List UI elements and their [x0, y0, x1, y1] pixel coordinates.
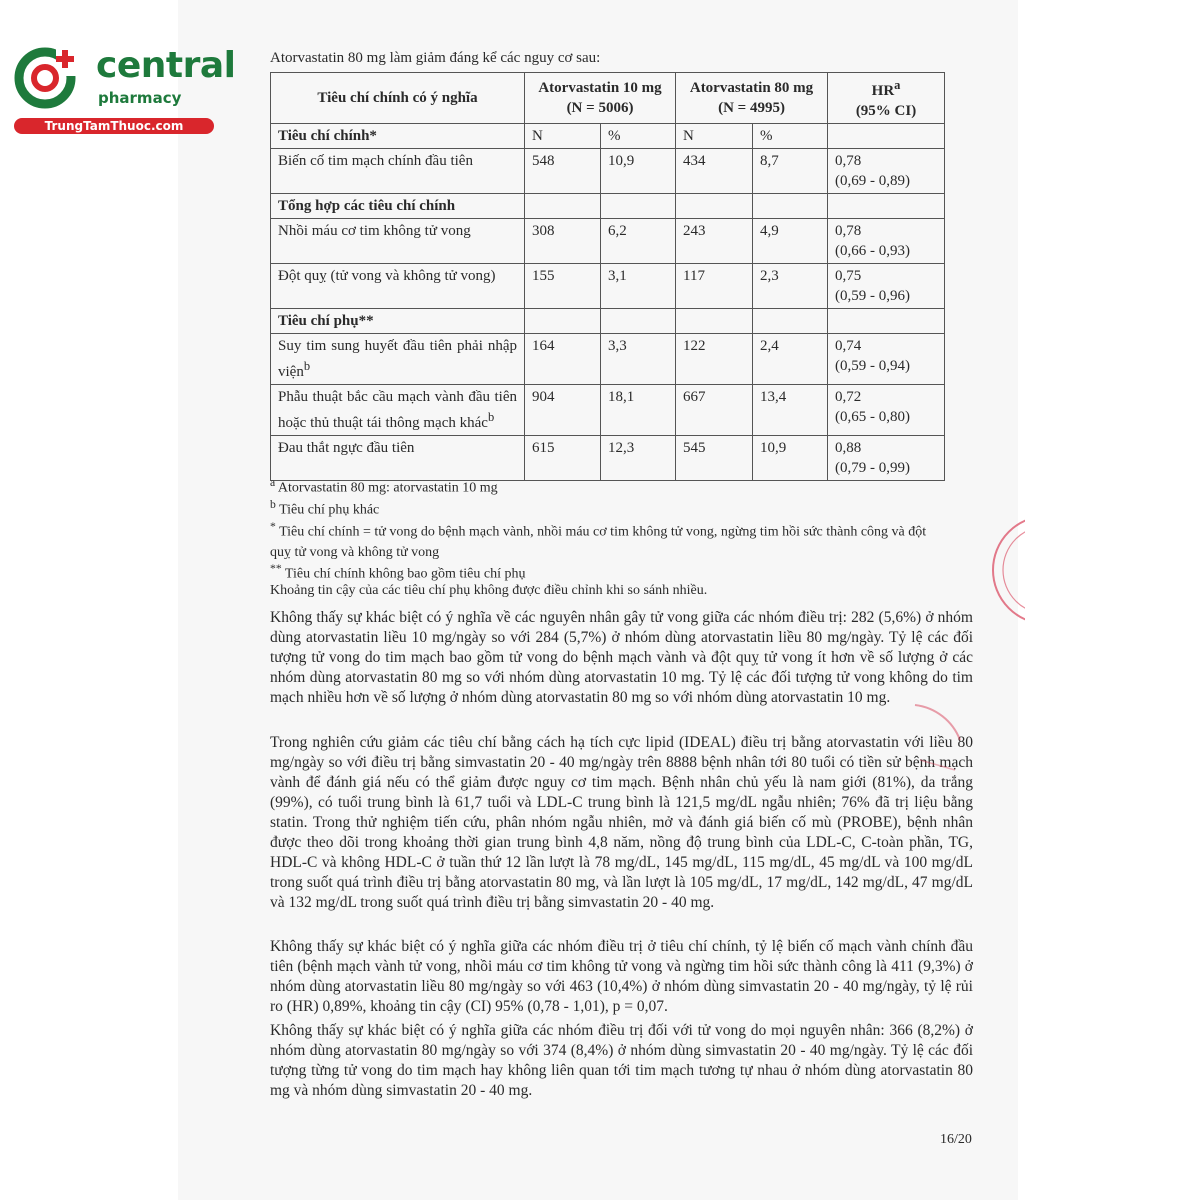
row-n1: 155 [525, 264, 601, 309]
table-section-row [271, 309, 945, 334]
paragraph: Không thấy sự khác biệt có ý nghĩa giữa các nhóm điều trị ở tiêu chí chính, tỷ lệ biến cố mạch vành chính đầu tiên (bệnh mạch vành tử vong, nhồi máu cơ tim không tử vong và ngừng tim hồi sức thành công là 411 (9,3%) ở nhóm dùng atorvastatin liều 80 mg/ngày so với 463 (10,4%) ở nhóm dùng simvastatin 20 - 40 mg/ngày, tỷ lệ rủi ro (HR) 0,89%, khoảng tin cậy (CI) 95% (0,78 - 1,01), p = 0,07. [270, 938, 973, 1015]
table-header-row [271, 73, 945, 124]
footnote-note: Khoảng tin cậy của các tiêu chí phụ không được điều chỉnh khi so sánh nhiều. [270, 583, 708, 598]
page-number: 16/20 [940, 1132, 972, 1147]
header-criteria: Tiêu chí chính có ý nghĩa [271, 73, 525, 124]
partial-stamp-icon [905, 700, 965, 820]
header-group2 [676, 73, 828, 124]
footnote-star-mark: * [270, 520, 276, 533]
row-hr-value: 0,75 [835, 268, 862, 284]
section-label: Tổng hợp các tiêu chí chính [271, 194, 525, 219]
table-section-row [271, 194, 945, 219]
footnote-dstar-text: Tiêu chí chính không bao gồm tiêu chí phụ [284, 566, 526, 582]
table-row [271, 219, 945, 264]
subheader-p2: % [753, 124, 828, 149]
paragraph: Không thấy sự khác biệt có ý nghĩa về các nguyên nhân gây tử vong giữa các nhóm điều trị: 282 (5,6%) ở nhóm dùng atorvastatin liều 10 mg/ngày so với 284 (5,7%) ở nhóm dùng atorvastatin liều 80 mg/ngày. Tỷ lệ các đối tượng tử vong do tim mạch bao gồm tử vong do bệnh mạch vành và đột quỵ tử vong ít hơn về số lượng ở các nhóm dùng atorvastatin 80 mg so với nhóm dùng atorvastatin 10 mg. Tỷ lệ các đối tượng tử vong không do tim mạch nhiều hơn về số lượng ở nhóm dùng atorvastatin 80 mg so với nhóm dùng atorvastatin 10 mg. [270, 609, 973, 706]
row-hr [828, 385, 945, 436]
footnote-dstar-mark: ** [270, 562, 282, 575]
header-group2-n: (N = 4995) [718, 100, 785, 116]
row-label: Đau thắt ngực đầu tiên [271, 436, 525, 481]
company-seal-icon [985, 512, 1025, 628]
pharmacy-logo[interactable] [8, 34, 236, 138]
header-group1-name: Atorvastatin 10 mg [538, 80, 662, 96]
row-n2: 667 [676, 385, 753, 436]
row-ci-value: (0,79 - 0,99) [835, 460, 911, 476]
logo-sub-text: pharmacy [98, 89, 182, 107]
row-hr-value: 0,78 [835, 223, 862, 239]
row-n2: 117 [676, 264, 753, 309]
paragraph: Không thấy sự khác biệt có ý nghĩa giữa các nhóm điều trị đối với tử vong do mọi nguyên nhân: 366 (8,2%) ở nhóm dùng atorvastatin 80 mg/ngày so với 374 (8,4%) ở nhóm dùng simvastatin 20 - 40 mg/ngày. Tỷ lệ các đối tượng từng tử vong do tim mạch hay không liên quan tới tim mạch tương tự nhau ở nhóm dùng atorvastatin 80 mg và nhóm dùng simvastatin 20 - 40 mg. [270, 1022, 973, 1099]
table-intro: Atorvastatin 80 mg làm giảm đáng kể các nguy cơ sau: [270, 50, 601, 66]
row-hr-value: 0,78 [835, 153, 862, 169]
row-n1: 308 [525, 219, 601, 264]
row-p2: 2,3 [753, 264, 828, 309]
row-n2: 434 [676, 149, 753, 194]
header-hr [828, 73, 945, 124]
row-label [271, 334, 525, 385]
row-ci-value: (0,59 - 0,94) [835, 358, 911, 374]
footnote-a-text: Atorvastatin 80 mg: atorvastatin 10 mg [277, 480, 498, 496]
section-label: Tiêu chí phụ** [271, 309, 525, 334]
paragraph: Trong nghiên cứu giảm các tiêu chí bằng cách hạ tích cực lipid (IDEAL) điều trị bằng atorvastatin với liều 80 mg/ngày so với điều trị bằng simvastatin 20 - 40 mg/ngày trên 8888 bệnh nhân tới 80 tuổi có tiền sử bệnh mạch vành để đánh giá nếu có thể giảm được nguy cơ tim mạch. Bệnh nhân chủ yếu là nam giới (81%), da trắng (99%), có tuổi trung bình là 61,7 tuổi và LDL-C trung bình là 121,5 mg/dL ngẫu nhiên; 76% đã trị liệu bằng statin. Trong thử nghiệm tiến cứu, phân nhóm ngẫu nhiên, mở và đánh giá biến cố mù (PROBE), bệnh nhân được theo dõi trong khoảng thời gian trung bình 4,8 năm, nồng độ trung bình của LDL-C, C-toàn phần, TG, HDL-C và không HDL-C ở tuần thứ 12 lần lượt là 78 mg/dL, 145 mg/dL, 115 mg/dL, 45 mg/dL và 100 mg/dL trong suốt quá trình điều trị bằng atorvastatin 80 mg, và lần lượt là 105 mg/dL, 17 mg/dL, 142 mg/dL, 47 mg/dL và 132 mg/dL trong suốt quá trình điều trị bằng simvastatin 20 - 40 mg. [270, 734, 973, 911]
row-n1: 904 [525, 385, 601, 436]
results-table [270, 72, 945, 481]
table-row [271, 334, 945, 385]
row-label-sup: b [303, 359, 311, 373]
row-hr [828, 219, 945, 264]
logo-url-bar: TrungTamThuoc.com [14, 118, 214, 134]
row-label [271, 385, 525, 436]
subheader-p1: % [601, 124, 676, 149]
row-label: Nhồi máu cơ tim không tử vong [271, 219, 525, 264]
row-n2: 545 [676, 436, 753, 481]
row-ci-value: (0,69 - 0,89) [835, 173, 911, 189]
row-p1: 10,9 [601, 149, 676, 194]
row-p2: 4,9 [753, 219, 828, 264]
row-n2: 243 [676, 219, 753, 264]
row-p2: 10,9 [753, 436, 828, 481]
header-hr-sup: a [894, 78, 901, 92]
row-label-sup: b [487, 410, 495, 424]
header-hr-label: HR [871, 83, 895, 99]
row-ci-value: (0,59 - 0,96) [835, 288, 911, 304]
header-hr-ci: (95% CI) [855, 103, 917, 119]
row-n2: 122 [676, 334, 753, 385]
central-pharmacy-emblem-icon [12, 40, 84, 112]
table-row [271, 385, 945, 436]
subheader-hr [828, 124, 945, 149]
row-p1: 3,3 [601, 334, 676, 385]
row-ci-value: (0,65 - 0,80) [835, 409, 911, 425]
row-p1: 3,1 [601, 264, 676, 309]
row-hr-value: 0,88 [835, 440, 862, 456]
footnote-star-text: Tiêu chí chính = tử vong do bệnh mạch vành, nhồi máu cơ tim không tử vong, ngừng tim hồi sức thành công và đột quỵ tử vong và không tử vong [270, 524, 927, 560]
row-p2: 8,7 [753, 149, 828, 194]
row-p2: 13,4 [753, 385, 828, 436]
header-group1 [525, 73, 676, 124]
subheader-n1: N [525, 124, 601, 149]
row-label-text: Phẫu thuật bắc cầu mạch vành đầu tiên hoặc thủ thuật tái thông mạch khác [278, 389, 517, 431]
row-p2: 2,4 [753, 334, 828, 385]
table-row [271, 149, 945, 194]
row-p1: 6,2 [601, 219, 676, 264]
row-p1: 12,3 [601, 436, 676, 481]
footnote-b-mark: b [270, 498, 276, 511]
row-label-text: Suy tim sung huyết đầu tiên phải nhập viện [278, 338, 517, 380]
row-n1: 548 [525, 149, 601, 194]
row-label: Biến cố tim mạch chính đầu tiên [271, 149, 525, 194]
row-p1: 18,1 [601, 385, 676, 436]
row-hr [828, 334, 945, 385]
footnote-star [270, 517, 950, 563]
header-group1-n: (N = 5006) [566, 100, 634, 116]
row-hr-value: 0,74 [835, 338, 862, 354]
row-n1: 164 [525, 334, 601, 385]
footnote-b-text: Tiêu chí phụ khác [279, 502, 380, 518]
subheader-n2: N [676, 124, 753, 149]
table-row [271, 264, 945, 309]
table-subheader-row [271, 124, 945, 149]
row-hr-value: 0,72 [835, 389, 862, 405]
row-hr [828, 149, 945, 194]
header-group2-name: Atorvastatin 80 mg [689, 80, 814, 96]
subheader-label: Tiêu chí chính* [271, 124, 525, 149]
footnote-a-mark: a [270, 476, 276, 489]
row-label: Đột quỵ (tử vong và không tử vong) [271, 264, 525, 309]
logo-brand-text: central [96, 45, 236, 86]
row-hr [828, 264, 945, 309]
row-ci-value: (0,66 - 0,93) [835, 243, 911, 259]
row-n1: 615 [525, 436, 601, 481]
